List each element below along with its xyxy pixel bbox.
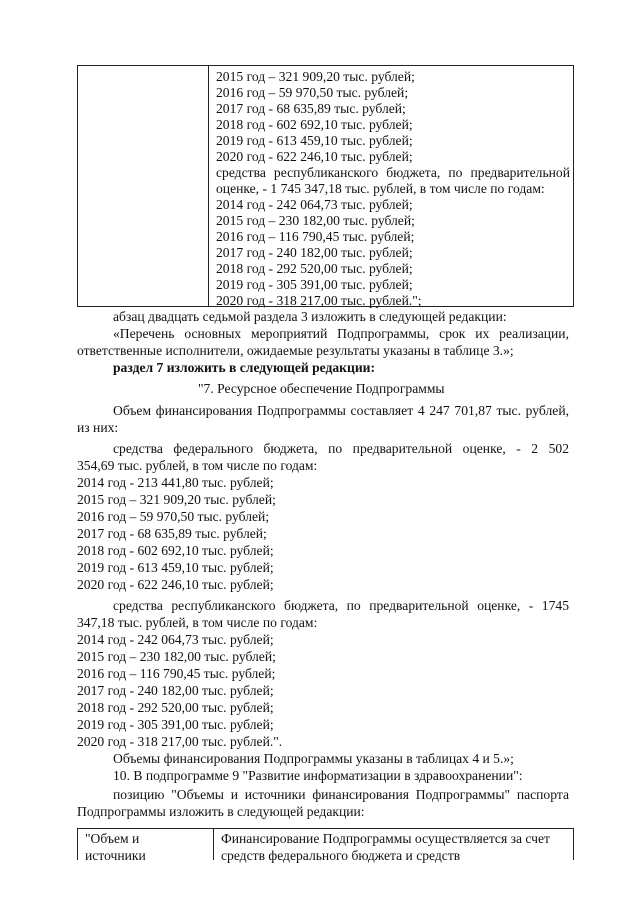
paragraph: 10. В подпрограмме 9 "Развитие информатизации в здравоохранении": [113, 768, 523, 783]
bottom-table-left-cell: "Объем и [85, 831, 140, 846]
bottom-table-right-border [573, 828, 574, 860]
republic-year-line: 2014 год - 242 064,73 тыс. рублей; [77, 632, 274, 647]
bottom-table-right-cell: средств федерального бюджета и средств [221, 848, 461, 863]
federal-year-line: 2016 год – 59 970,50 тыс. рублей; [77, 509, 270, 524]
republic-year-line: 2018 год - 292 520,00 тыс. рублей; [77, 700, 274, 715]
top-table-line: 2019 год - 305 391,00 тыс. рублей; [216, 277, 413, 292]
top-table-line: 2020 год - 318 217,00 тыс. рублей."; [216, 293, 422, 308]
paragraph: Подпрограммы изложить в следующей редакции: [77, 804, 365, 819]
top-table-line: 2015 год – 230 182,00 тыс. рублей; [216, 213, 415, 228]
paragraph: позицию "Объемы и источники финансирования Подпрограммы" паспорта [113, 787, 569, 802]
top-table-line: оценке, - 1 745 347,18 тыс. рублей, в том числе по годам: [216, 181, 545, 196]
paragraph: раздел 7 изложить в следующей редакции: [113, 360, 376, 375]
paragraph: средства федерального бюджета, по предварительной оценке, - 2 502 [113, 441, 569, 456]
paragraph: 347,18 тыс. рублей, в том числе по годам: [77, 615, 318, 630]
republic-year-line: 2019 год - 305 391,00 тыс. рублей; [77, 717, 274, 732]
top-table-left-border [77, 65, 78, 307]
paragraph: средства республиканского бюджета, по предварительной оценке, - 1745 [113, 598, 569, 613]
paragraph: 354,69 тыс. рублей, в том числе по годам: [77, 458, 318, 473]
federal-year-line: 2019 год - 613 459,10 тыс. рублей; [77, 560, 274, 575]
top-table-line: 2017 год - 68 635,89 тыс. рублей; [216, 101, 406, 116]
federal-year-line: 2020 год - 622 246,10 тыс. рублей; [77, 577, 274, 592]
top-table-line: 2014 год - 242 064,73 тыс. рублей; [216, 197, 413, 212]
republic-year-line: 2015 год – 230 182,00 тыс. рублей; [77, 649, 276, 664]
top-table-line: 2020 год - 622 246,10 тыс. рублей; [216, 149, 413, 164]
republic-year-line: 2017 год - 240 182,00 тыс. рублей; [77, 683, 274, 698]
top-table-top-border [77, 65, 574, 66]
federal-year-line: 2014 год - 213 441,80 тыс. рублей; [77, 475, 274, 490]
bottom-table-right-cell: Финансирование Подпрограммы осуществляется за счет [221, 831, 550, 846]
paragraph: Объемы финансирования Подпрограммы указаны в таблицах 4 и 5.»; [113, 751, 514, 766]
republic-year-line: 2016 год – 116 790,45 тыс. рублей; [77, 666, 276, 681]
bottom-table-divider [213, 828, 214, 860]
paragraph: «Перечень основных мероприятий Подпрограммы, срок их реализации, [113, 326, 569, 341]
bottom-table-left-cell: источники [85, 848, 146, 863]
top-table-line: 2019 год - 613 459,10 тыс. рублей; [216, 133, 413, 148]
bottom-table-top-border [77, 828, 574, 829]
top-table-line: средства республиканского бюджета, по предварительной [216, 165, 570, 180]
top-table-line: 2018 год - 602 692,10 тыс. рублей; [216, 117, 413, 132]
paragraph: Объем финансирования Подпрограммы составляет 4 247 701,87 тыс. рублей, [113, 403, 569, 418]
top-table-right-border [573, 65, 574, 307]
top-table-divider [208, 65, 209, 307]
section-heading: "7. Ресурсное обеспечение Подпрограммы [198, 381, 445, 396]
bottom-table-left-border [77, 828, 78, 860]
republic-year-line: 2020 год - 318 217,00 тыс. рублей.". [77, 734, 283, 749]
top-table-line: 2017 год - 240 182,00 тыс. рублей; [216, 245, 413, 260]
top-table-line: 2016 год – 59 970,50 тыс. рублей; [216, 85, 409, 100]
federal-year-line: 2015 год – 321 909,20 тыс. рублей; [77, 492, 276, 507]
federal-year-line: 2017 год - 68 635,89 тыс. рублей; [77, 526, 267, 541]
paragraph: из них: [77, 420, 119, 435]
top-table-line: 2015 год – 321 909,20 тыс. рублей; [216, 69, 415, 84]
paragraph: абзац двадцать седьмой раздела 3 изложить в следующей редакции: [113, 309, 507, 324]
federal-year-line: 2018 год - 602 692,10 тыс. рублей; [77, 543, 274, 558]
top-table-line: 2018 год - 292 520,00 тыс. рублей; [216, 261, 413, 276]
top-table-line: 2016 год – 116 790,45 тыс. рублей; [216, 229, 415, 244]
paragraph: ответственные исполнители, ожидаемые результаты указаны в таблице 3.»; [77, 343, 514, 358]
